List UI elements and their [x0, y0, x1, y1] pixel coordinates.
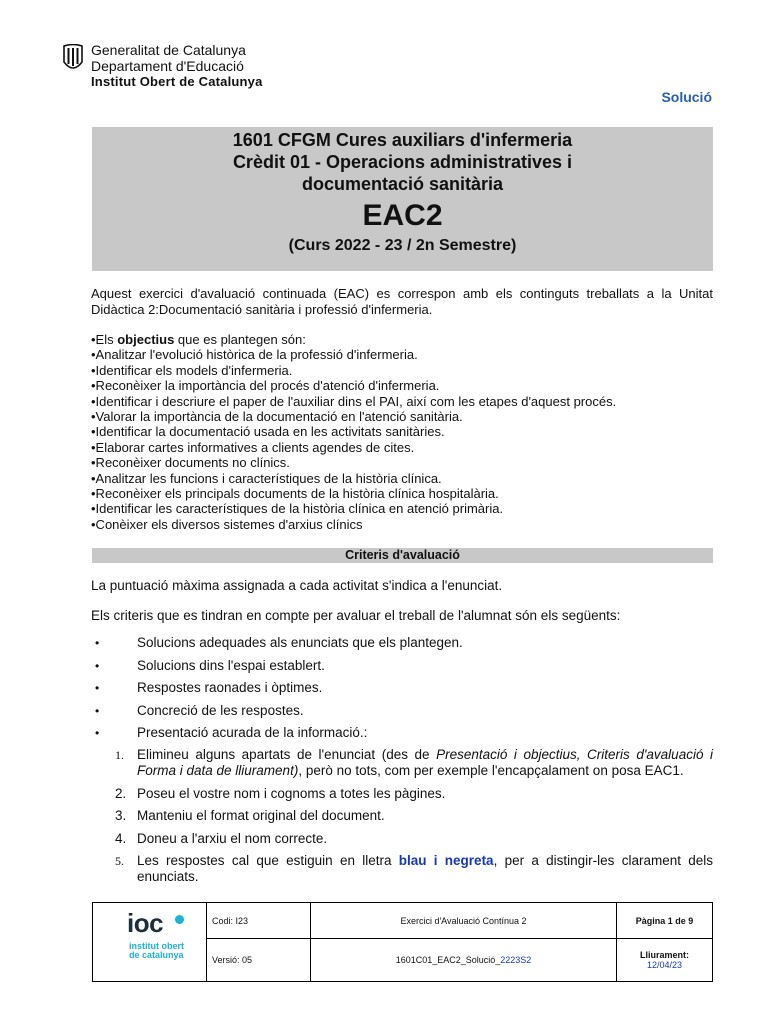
department-label: Departament d'Educació — [91, 58, 244, 74]
objective-item: •Reconèixer la importància del procés d'atenció d'infermeria. — [91, 378, 440, 394]
objectives-list — [91, 332, 713, 532]
list-item: 4. Doneu a l'arxiu el nom correcte. — [115, 830, 328, 846]
title-box — [92, 127, 713, 271]
objective-item: •Conèixer els diversos sistemes d'arxius clínics — [91, 516, 363, 532]
list-item: 3. Manteniu el format original del document. — [115, 808, 385, 823]
bullet-icon: • — [95, 703, 100, 718]
course-title: 1601 CFGM Cures auxiliars d'infermeria — [232, 130, 573, 150]
list-item: • Solucions dins l'espai establert. — [95, 657, 325, 673]
ioc-logo — [93, 903, 206, 981]
code-cell: Codi: I23 — [212, 915, 249, 926]
list-item: 2. Poseu el vostre nom i cognoms a totes les pàgines. — [115, 785, 446, 801]
objective-item: •Elaborar cartes informatives a clients agendes de cites. — [91, 439, 415, 455]
credit-title-line2: documentació sanitària — [301, 174, 504, 194]
item-number: 3. — [115, 808, 127, 823]
bullet-icon: • — [95, 726, 100, 740]
item-number: 5. — [115, 854, 124, 868]
version-cell: Versió: 05 — [212, 955, 253, 965]
bullet-icon: • — [95, 681, 100, 695]
list-item: • Concreció de les respostes. — [95, 702, 304, 718]
item-number: 4. — [115, 830, 127, 846]
criteria-paragraph-score: La puntuació màxima assignada a cada activitat s'indica a l'enunciat. — [91, 578, 503, 593]
filename-cell: 1601C01_EAC2_Solució_ 2223S2 — [395, 955, 532, 965]
objective-item: •Valorar la importància de la documentació en l'atenció sanitària. — [91, 409, 463, 425]
generalitat-crest-icon — [62, 44, 84, 74]
intro-paragraph: Aquest exercici d'avaluació continuada (EAC) es correspon amb els continguts treballats a la Unitat Didàctica 2:Documentació sanitària i professió d'infermeria. — [91, 286, 713, 317]
item-number: 1. — [115, 748, 124, 762]
logo-subtitle: institut obert de catalunya — [129, 941, 184, 960]
page-number-cell: Pàgina 1 de 9 — [635, 915, 694, 926]
credit-title-line1: Crèdit 01 - Operacions administratives i — [232, 152, 573, 172]
objective-item: •Identificar els models d'infermeria. — [91, 362, 293, 378]
solution-label: Solució — [661, 89, 712, 105]
criteria-bullet-list — [91, 634, 713, 747]
objective-item: •Analitzar les funcions i característiques de la història clínica. — [91, 470, 442, 486]
objective-item: •Reconèixer documents no clínics. — [91, 455, 290, 471]
generalitat-label: Generalitat de Catalunya — [91, 42, 246, 58]
list-item: 1. Elimineu alguns apartats de l'enunciat (des de Presentació i objectius, Criteris d'avaluació i Forma i data de lliurament), però no tots, com per exemple l'encapçalament on posa EAC1. — [115, 747, 714, 778]
list-item: • Respostes raonades i òptimes. — [95, 680, 323, 695]
divider — [206, 903, 207, 981]
exercise-title-cell: Exercici d'Avaluació Contínua 2 — [400, 915, 527, 926]
objective-item: •Reconèixer els principals documents de la història clínica hospitalària. — [91, 486, 499, 502]
bullet-icon: • — [95, 658, 100, 673]
bullet-icon: • — [95, 636, 100, 650]
objective-item: •Identificar i descriure el paper de l'auxiliar dins el PAI, així com les etapes d'aquest procés. — [91, 393, 617, 409]
list-item: • Solucions adequades als enunciats que els plantegen. — [95, 635, 463, 650]
criteria-heading: Criteris d'avaluació — [92, 548, 713, 563]
list-item: • Presentació acurada de la informació.: — [95, 725, 368, 740]
institute-label: Institut Obert de Catalunya — [91, 74, 263, 89]
organization-name — [91, 42, 263, 90]
list-item: 5. Les respostes cal que estiguin en lletra blau i negreta, per a distingir-les clarament dels enunciats. — [115, 853, 713, 884]
logo-wordmark: ioc — [127, 908, 164, 938]
objective-item: •Identificar les característiques de la història clínica en atenció primària. — [91, 501, 504, 517]
delivery-cell: Lliurament: 12/04/23 — [639, 950, 689, 970]
course-period: (Curs 2022 - 23 / 2n Semestre) — [288, 237, 517, 254]
presentation-numbered-list — [91, 747, 713, 892]
delivery-date: 12/04/23 — [646, 960, 683, 970]
objective-item: •Identificar la documentació usada en les activitats sanitàries. — [91, 424, 445, 440]
objective-item: •Analitzar l'evolució històrica de la professió d'infermeria. — [91, 347, 418, 363]
item-number: 2. — [115, 785, 127, 801]
objectives-lead: •Els objectius que es plantegen són: — [91, 332, 306, 347]
criteria-paragraph-intro: Els criteris que es tindran en compte per avaluar el treball de l'alumnat són els següents: — [91, 608, 621, 623]
logo-dot-icon — [175, 915, 184, 924]
exercise-code: EAC2 — [362, 199, 443, 232]
document-footer-table — [92, 902, 713, 982]
